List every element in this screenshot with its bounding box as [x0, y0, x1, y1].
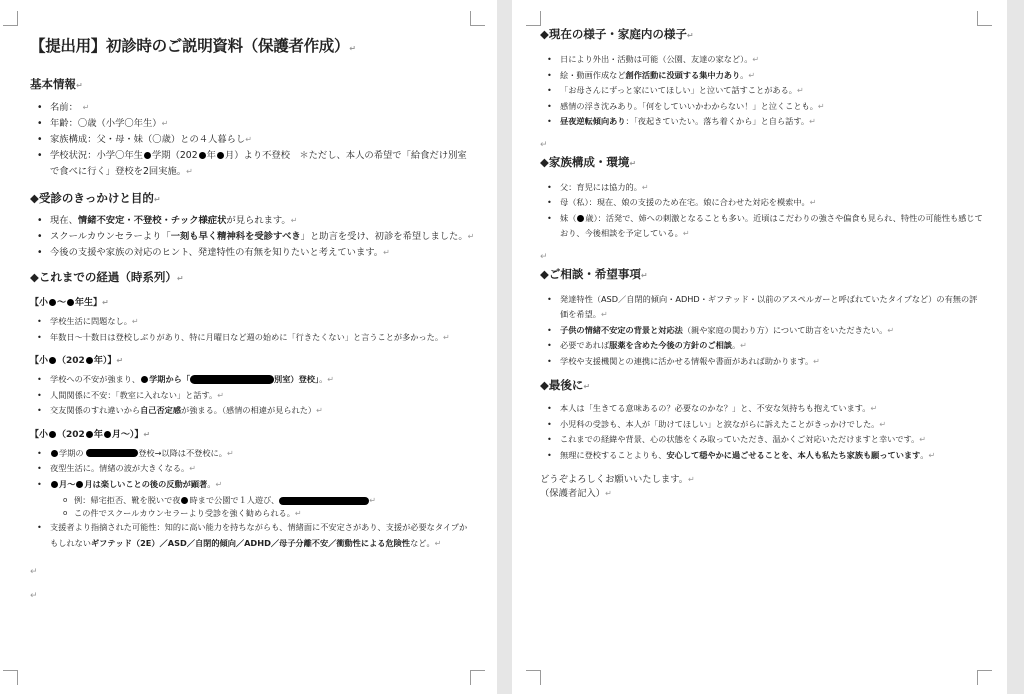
redaction-dot: [104, 431, 111, 438]
period-heading-2: 【小 （202 年）】↵: [30, 356, 124, 366]
list-item: • これまでの経緯や背景、心の状態をくみ取っていただき、温かくご対応いただけますと幸いです。↵: [560, 432, 985, 448]
redaction-dot: [86, 431, 93, 438]
list-item: • 学校生活に問題なし。↵: [50, 314, 475, 330]
list-item: • 子供の情緒不安定の背景と対応法（親や家庭の関わり方）について助言をいただきたい。↵: [560, 323, 985, 339]
section-heading-history: ◆これまでの経過（時系列）↵: [30, 270, 184, 284]
redaction-dot: [51, 450, 58, 457]
list-item: • 年数日〜十数日は登校しぶりがあり、特に月曜日など週の始めに「行きたくない」と言うことが多かった。↵: [50, 330, 475, 346]
list-item: • 家族構成：父・母・妹（〇歳）との４人暮らし↵: [50, 132, 475, 148]
crop-mark: [977, 11, 992, 26]
list-item: • 妹（ 歳）：活発で、姉への刺激となることも多い。近頃はこだわりの強さや偏食も見られ、特性の可能性も感じており、今後相談を予定している。↵: [560, 211, 985, 242]
document-page-right: [512, 0, 1007, 694]
crop-mark: [977, 670, 992, 685]
list-item: • 学校状況：小学〇年生 学期（202 年 月）より不登校 ＊ただし、本人の希望で「給食だけ別室で食べに行く」登校を2回実施。↵: [50, 148, 475, 180]
crop-mark: [470, 11, 485, 26]
list-item: • 必要であれば服薬を含めた今後の方針のご相談。↵: [560, 338, 985, 354]
list-item: • 学校への不安が強まり、 学期から「 別室）登校」。↵: [50, 372, 475, 388]
signature-note: （保護者記入）↵: [540, 488, 612, 499]
list-item: • 昼夜逆転傾向あり：「夜起きていたい。落ち着くから」と自ら話す。↵: [560, 114, 985, 130]
list-item: • 発達特性（ASD／自閉的傾向・ADHD・ギフテッド・以前のアスペルガーと呼ばれていたタイプなど）の有無の評価を希望。↵: [560, 292, 985, 323]
redaction-bar: [190, 375, 274, 384]
list-item: • 月〜 月は楽しいことの後の反動が顕著。↵ o 例：帰宅拒否、靴を脱いで夜 時まで公園で１人遊び、 ↵ o この件でスクールカウンセラーより受診を強く勧められる。↵: [50, 477, 475, 521]
redaction-dot: [67, 299, 74, 306]
section-heading-family: ◆家族構成・環境↵: [540, 154, 637, 169]
last-list: [540, 401, 985, 463]
redaction-dot: [141, 376, 148, 383]
list-item: • 支援者より指摘された可能性：知的に高い能力を持ちながらも、情緒面に不安定さがあり、支援が必要なタイプかもしれないギフテッド（2E）／ASD／自閉的傾向／ADHD／母子分離不安／衝動性による危険性など。↵: [50, 520, 475, 551]
list-item: • スクールカウンセラーより「一刻も早く精神科を受診すべき」と助言を受け、初診を希望しました。↵: [50, 229, 475, 245]
list-item: • 感情の浮き沈みあり。「何をしていいかわからない！」と泣くことも。↵: [560, 99, 985, 115]
list-item: • 人間関係に不安：「教室に入れない」と話す。↵: [50, 388, 475, 404]
document-title: 【提出用】初診時のご説明資料（保護者作成）↵: [30, 37, 356, 55]
list-item: o 例：帰宅拒否、靴を脱いで夜 時まで公園で１人遊び、 ↵: [74, 494, 475, 507]
crop-mark: [526, 670, 541, 685]
redaction-dot: [577, 215, 584, 222]
section-heading-basic-info: 基本情報↵: [30, 77, 83, 91]
current-list: [540, 52, 985, 130]
family-list: [540, 180, 985, 242]
trigger-list: [30, 213, 475, 261]
crop-mark: [3, 670, 18, 685]
document-page-left: [0, 0, 497, 694]
empty-paragraph: ↵: [30, 591, 38, 601]
section-heading-last: ◆最後に↵: [540, 378, 591, 392]
list-item: • 現在、情緒不安定・不登校・チック様症状が見られます。↵: [50, 213, 475, 229]
redaction-bar: [279, 497, 369, 505]
redaction-dot: [49, 357, 56, 364]
list-item: • 交友関係のすれ違いから自己否定感が強まる。（感情の相違が見られた）↵: [50, 403, 475, 419]
consult-list: [540, 292, 985, 370]
list-item: • 名前： ↵: [50, 100, 475, 116]
redaction-bar: [86, 449, 138, 457]
section-heading-current: ◆現在の様子・家庭内の様子↵: [540, 27, 694, 41]
period-heading-1: 【小 〜 年生】↵: [30, 298, 109, 308]
list-item: • 母（私）：現在、娘の支援のため在宅。娘に合わせた対応を模索中。↵: [560, 195, 985, 211]
redaction-dot: [76, 481, 83, 488]
crop-mark: [3, 11, 18, 26]
list-item: • 日により外出・活動は可能（公園、友達の家など）。↵: [560, 52, 985, 68]
section-heading-trigger: ◆受診のきっかけと目的↵: [30, 191, 161, 205]
period-2-list: [30, 372, 475, 419]
redaction-dot: [49, 299, 56, 306]
list-item: • 学期の 登校→以降は不登校に。↵: [50, 446, 475, 462]
period-1-list: [30, 314, 475, 345]
period-heading-3: 【小 （202 年 月〜）】↵: [30, 429, 151, 440]
list-item: • 今後の支援や家族の対応のヒント、発達特性の有無を知りたいと考えています。↵: [50, 245, 475, 261]
closing-text: どうぞよろしくお願いいたします。↵: [540, 474, 695, 485]
list-item: • 年齢：〇歳（小学〇年生）↵: [50, 116, 475, 132]
list-item: • 学校や支援機関との連携に活かせる情報や書面があれば助かります。↵: [560, 354, 985, 370]
redaction-dot: [217, 152, 224, 159]
list-item: • 小児科の受診も、本人が「助けてほしい」と涙ながらに訴えたことがきっかけでした。↵: [560, 417, 985, 433]
section-heading-consult: ◆ご相談・希望事項↵: [540, 266, 648, 281]
list-item: • 絵・動画作成など創作活動に没頭する集中力あり。↵: [560, 68, 985, 84]
crop-mark: [526, 11, 541, 26]
list-item: • 本人は「生きてる意味あるの？必要なのかな？」と、不安な気持ちも抱えています。↵: [560, 401, 985, 417]
list-item: • 「お母さんにずっと家にいてほしい」と泣いて話すことがある。↵: [560, 83, 985, 99]
redaction-dot: [144, 152, 151, 159]
empty-paragraph: ↵: [540, 251, 548, 262]
empty-paragraph: ↵: [540, 139, 548, 150]
redaction-dot: [181, 497, 188, 504]
redaction-dot: [86, 357, 93, 364]
redaction-dot: [51, 481, 58, 488]
basic-info-list: [30, 100, 475, 180]
list-item: o この件でスクールカウンセラーより受診を強く勧められる。↵: [74, 507, 475, 520]
period-3-list: [30, 446, 475, 552]
crop-mark: [470, 670, 485, 685]
empty-paragraph: ↵: [30, 567, 38, 577]
period-3-sublist: [50, 494, 475, 520]
redaction-dot: [199, 152, 206, 159]
redaction-dot: [49, 431, 56, 438]
list-item: • 無理に登校することよりも、安心して穏やかに過ごせることを、本人も私たち家族も願っています。↵: [560, 448, 985, 464]
list-item: • 夜型生活に。情緒の波が大きくなる。↵: [50, 461, 475, 477]
list-item: • 父：育児には協力的。↵: [560, 180, 985, 196]
